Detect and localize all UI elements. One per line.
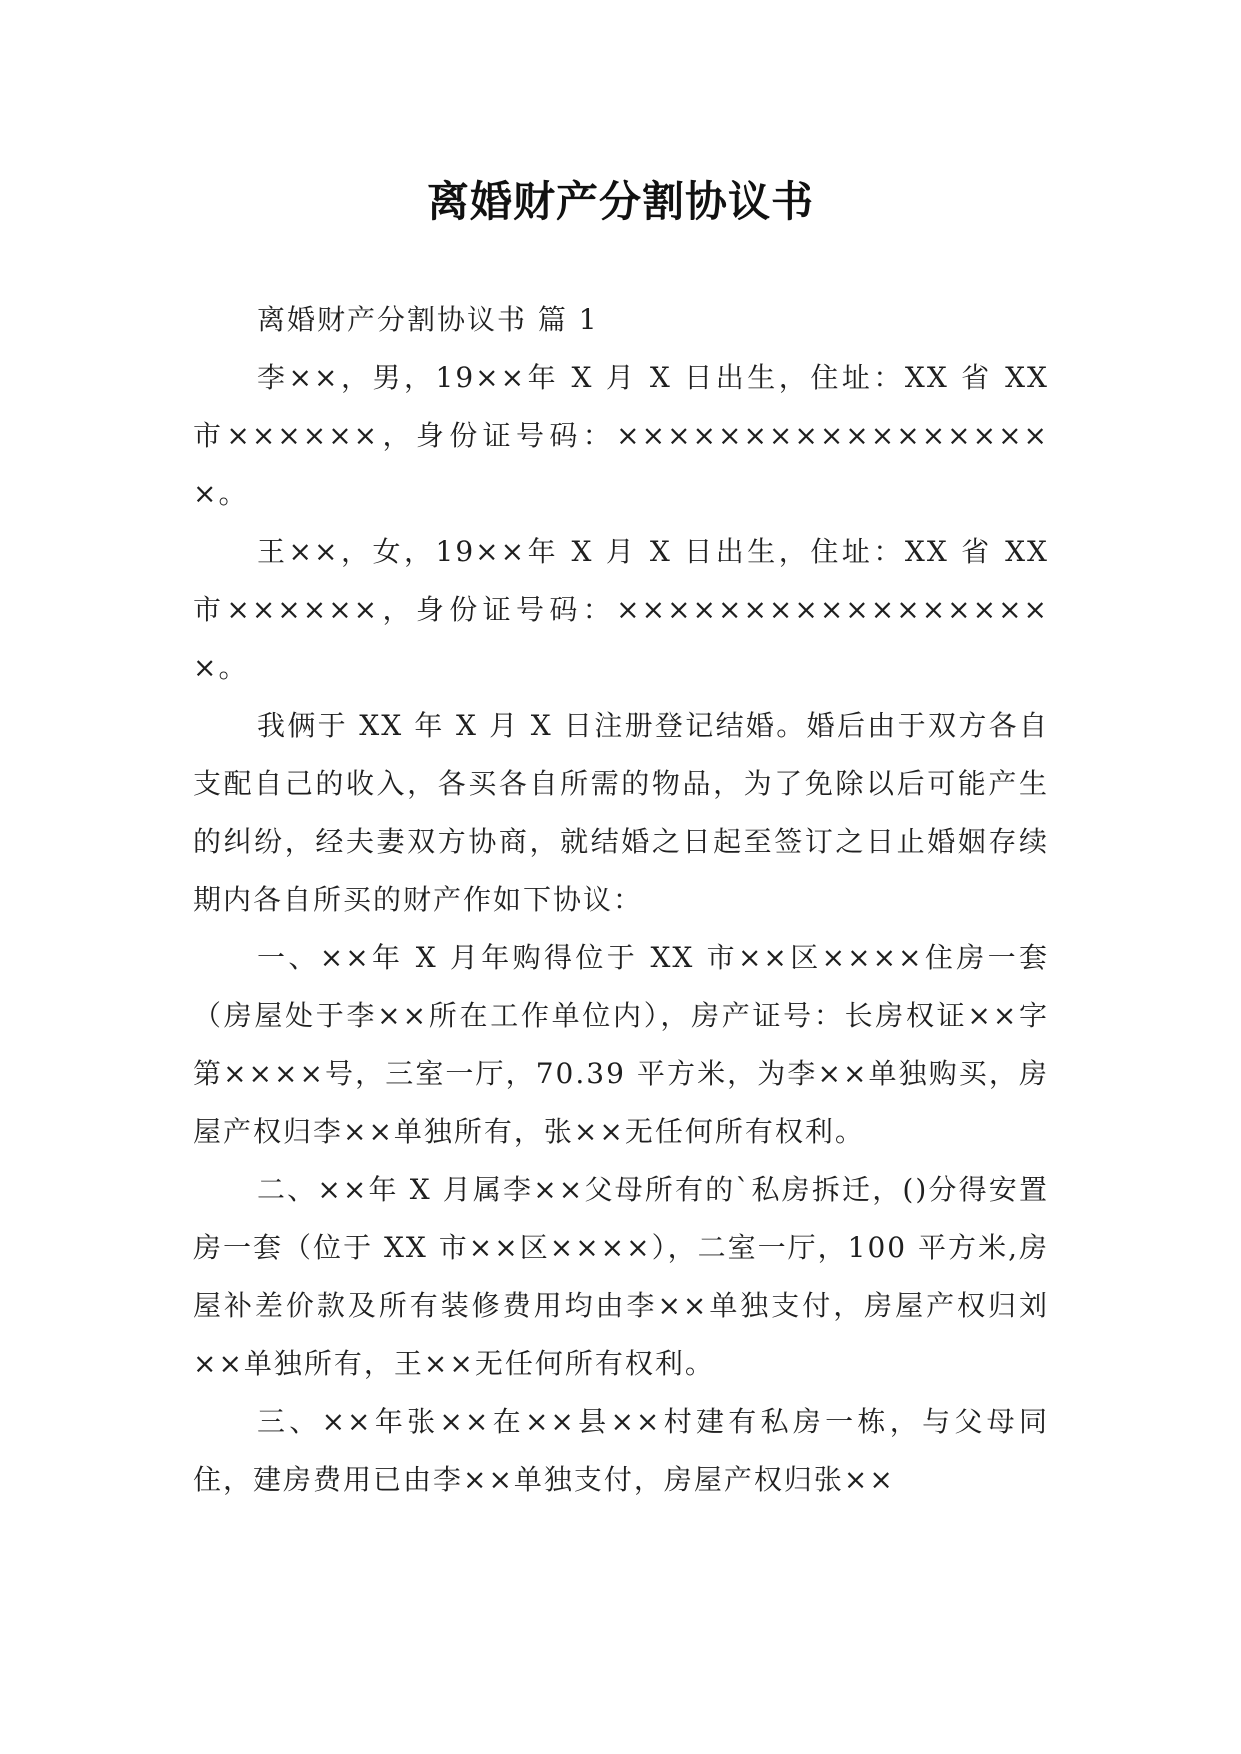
document-title: 离婚财产分割协议书 xyxy=(426,177,814,227)
clause-3-paragraph: 三、××年张××在××县××村建有私房一栋，与父母同住，建房费用已由李××单独支付，房屋产权归张×× xyxy=(193,1405,1049,1496)
clause-1-paragraph: 一、××年 X 月年购得位于 XX 市××区××××住房一套（房屋处于李××所在工作单位内），房产证号：长房权证××字第××××号，三室一厅，70.39 平方米，为李××单独购买，房屋产权归李××单独所有，张××无任何所有权利。 xyxy=(193,941,1049,1148)
party-b-paragraph: 王××，女，19××年 X 月 X 日出生，住址：XX 省 XX 市××××××，身份证号码：××××××××××××××××××。 xyxy=(193,535,1049,684)
preamble-paragraph: 我俩于 XX 年 X 月 X 日注册登记结婚。婚后由于双方各自支配自己的收入，各买各自所需的物品，为了免除以后可能产生的纠纷，经夫妻双方协商，就结婚之日起至签订之日止婚姻存续期内各自所买的财产作如下协议： xyxy=(193,709,1049,916)
party-a-paragraph: 李××，男，19××年 X 月 X 日出生，住址：XX 省 XX 市××××××，身份证号码：××××××××××××××××××。 xyxy=(193,361,1049,510)
document-subtitle: 离婚财产分割协议书 篇 1 xyxy=(257,303,599,336)
clause-2-paragraph: 二、××年 X 月属李××父母所有的`私房拆迁，()分得安置房一套（位于 XX 市××区××××），二室一厅，100 平方米,房屋补差价款及所有装修费用均由李××单独支付，房屋产权归刘××单独所有，王××无任何所有权利。 xyxy=(193,1173,1049,1380)
document-body xyxy=(193,291,1049,1509)
